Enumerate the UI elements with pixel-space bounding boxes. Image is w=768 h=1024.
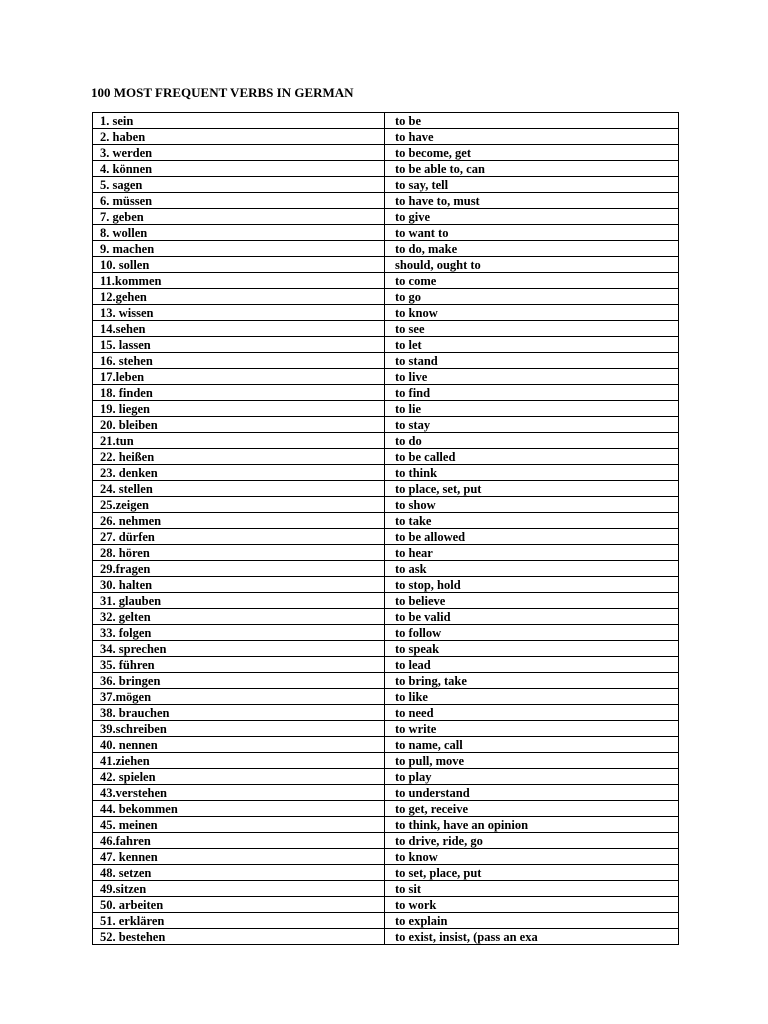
table-row bbox=[93, 833, 679, 849]
german-verb-cell: 12.gehen bbox=[93, 289, 385, 305]
german-verb-cell: 1. sein bbox=[93, 113, 385, 129]
german-verb-cell: 11.kommen bbox=[93, 273, 385, 289]
table-row bbox=[93, 817, 679, 833]
table-row bbox=[93, 801, 679, 817]
english-translation-cell: to stop, hold bbox=[385, 577, 679, 593]
table-row bbox=[93, 657, 679, 673]
table-row bbox=[93, 705, 679, 721]
table-row bbox=[93, 513, 679, 529]
table-row bbox=[93, 289, 679, 305]
english-translation-cell: to have bbox=[385, 129, 679, 145]
verb-table-body bbox=[93, 113, 679, 945]
english-translation-cell: to need bbox=[385, 705, 679, 721]
german-verb-cell: 41.ziehen bbox=[93, 753, 385, 769]
table-row bbox=[93, 593, 679, 609]
german-verb-cell: 25.zeigen bbox=[93, 497, 385, 513]
english-translation-cell: to become, get bbox=[385, 145, 679, 161]
german-verb-cell: 34. sprechen bbox=[93, 641, 385, 657]
german-verb-cell: 20. bleiben bbox=[93, 417, 385, 433]
english-translation-cell: to stay bbox=[385, 417, 679, 433]
english-translation-cell: to be allowed bbox=[385, 529, 679, 545]
table-row bbox=[93, 225, 679, 241]
table-row bbox=[93, 321, 679, 337]
table-row bbox=[93, 481, 679, 497]
english-translation-cell: to sit bbox=[385, 881, 679, 897]
table-row bbox=[93, 609, 679, 625]
german-verb-cell: 15. lassen bbox=[93, 337, 385, 353]
english-translation-cell: to work bbox=[385, 897, 679, 913]
table-row bbox=[93, 337, 679, 353]
english-translation-cell: to come bbox=[385, 273, 679, 289]
table-row bbox=[93, 129, 679, 145]
table-row bbox=[93, 929, 679, 945]
german-verb-cell: 39.schreiben bbox=[93, 721, 385, 737]
german-verb-cell: 51. erklären bbox=[93, 913, 385, 929]
german-verb-cell: 8. wollen bbox=[93, 225, 385, 241]
table-row bbox=[93, 177, 679, 193]
english-translation-cell: to go bbox=[385, 289, 679, 305]
table-row bbox=[93, 433, 679, 449]
english-translation-cell: to pull, move bbox=[385, 753, 679, 769]
table-row bbox=[93, 529, 679, 545]
english-translation-cell: to write bbox=[385, 721, 679, 737]
english-translation-cell: to have to, must bbox=[385, 193, 679, 209]
english-translation-cell: to exist, insist, (pass an exa bbox=[385, 929, 679, 945]
english-translation-cell: to be able to, can bbox=[385, 161, 679, 177]
table-row bbox=[93, 385, 679, 401]
table-row bbox=[93, 145, 679, 161]
table-row bbox=[93, 625, 679, 641]
table-row bbox=[93, 721, 679, 737]
german-verb-cell: 28. hören bbox=[93, 545, 385, 561]
english-translation-cell: should, ought to bbox=[385, 257, 679, 273]
english-translation-cell: to hear bbox=[385, 545, 679, 561]
german-verb-cell: 13. wissen bbox=[93, 305, 385, 321]
german-verb-cell: 29.fragen bbox=[93, 561, 385, 577]
german-verb-cell: 43.verstehen bbox=[93, 785, 385, 801]
english-translation-cell: to ask bbox=[385, 561, 679, 577]
german-verb-cell: 45. meinen bbox=[93, 817, 385, 833]
table-row bbox=[93, 561, 679, 577]
table-row bbox=[93, 305, 679, 321]
english-translation-cell: to be called bbox=[385, 449, 679, 465]
english-translation-cell: to want to bbox=[385, 225, 679, 241]
english-translation-cell: to drive, ride, go bbox=[385, 833, 679, 849]
english-translation-cell: to be valid bbox=[385, 609, 679, 625]
german-verb-cell: 47. kennen bbox=[93, 849, 385, 865]
german-verb-cell: 37.mögen bbox=[93, 689, 385, 705]
verb-table bbox=[92, 112, 679, 945]
german-verb-cell: 4. können bbox=[93, 161, 385, 177]
table-row bbox=[93, 849, 679, 865]
german-verb-cell: 16. stehen bbox=[93, 353, 385, 369]
english-translation-cell: to set, place, put bbox=[385, 865, 679, 881]
german-verb-cell: 40. nennen bbox=[93, 737, 385, 753]
german-verb-cell: 50. arbeiten bbox=[93, 897, 385, 913]
german-verb-cell: 35. führen bbox=[93, 657, 385, 673]
table-row bbox=[93, 449, 679, 465]
table-row bbox=[93, 241, 679, 257]
table-row bbox=[93, 273, 679, 289]
table-row bbox=[93, 465, 679, 481]
table-row bbox=[93, 577, 679, 593]
english-translation-cell: to believe bbox=[385, 593, 679, 609]
english-translation-cell: to know bbox=[385, 305, 679, 321]
english-translation-cell: to lie bbox=[385, 401, 679, 417]
english-translation-cell: to know bbox=[385, 849, 679, 865]
table-row bbox=[93, 641, 679, 657]
german-verb-cell: 5. sagen bbox=[93, 177, 385, 193]
table-row bbox=[93, 113, 679, 129]
german-verb-cell: 2. haben bbox=[93, 129, 385, 145]
table-row bbox=[93, 881, 679, 897]
english-translation-cell: to do, make bbox=[385, 241, 679, 257]
table-row bbox=[93, 769, 679, 785]
english-translation-cell: to think, have an opinion bbox=[385, 817, 679, 833]
german-verb-cell: 38. brauchen bbox=[93, 705, 385, 721]
german-verb-cell: 49.sitzen bbox=[93, 881, 385, 897]
english-translation-cell: to show bbox=[385, 497, 679, 513]
german-verb-cell: 14.sehen bbox=[93, 321, 385, 337]
table-row bbox=[93, 193, 679, 209]
german-verb-cell: 10. sollen bbox=[93, 257, 385, 273]
table-row bbox=[93, 497, 679, 513]
english-translation-cell: to like bbox=[385, 689, 679, 705]
german-verb-cell: 52. bestehen bbox=[93, 929, 385, 945]
german-verb-cell: 26. nehmen bbox=[93, 513, 385, 529]
german-verb-cell: 21.tun bbox=[93, 433, 385, 449]
table-row bbox=[93, 257, 679, 273]
german-verb-cell: 31. glauben bbox=[93, 593, 385, 609]
german-verb-cell: 44. bekommen bbox=[93, 801, 385, 817]
german-verb-cell: 6. müssen bbox=[93, 193, 385, 209]
english-translation-cell: to name, call bbox=[385, 737, 679, 753]
table-row bbox=[93, 753, 679, 769]
english-translation-cell: to think bbox=[385, 465, 679, 481]
english-translation-cell: to understand bbox=[385, 785, 679, 801]
english-translation-cell: to see bbox=[385, 321, 679, 337]
english-translation-cell: to take bbox=[385, 513, 679, 529]
table-row bbox=[93, 401, 679, 417]
english-translation-cell: to let bbox=[385, 337, 679, 353]
german-verb-cell: 9. machen bbox=[93, 241, 385, 257]
page-title: 100 MOST FREQUENT VERBS IN GERMAN bbox=[91, 85, 354, 100]
table-row bbox=[93, 785, 679, 801]
table-row bbox=[93, 417, 679, 433]
table-row bbox=[93, 353, 679, 369]
german-verb-cell: 33. folgen bbox=[93, 625, 385, 641]
german-verb-cell: 32. gelten bbox=[93, 609, 385, 625]
english-translation-cell: to explain bbox=[385, 913, 679, 929]
english-translation-cell: to play bbox=[385, 769, 679, 785]
german-verb-cell: 48. setzen bbox=[93, 865, 385, 881]
english-translation-cell: to lead bbox=[385, 657, 679, 673]
english-translation-cell: to speak bbox=[385, 641, 679, 657]
german-verb-cell: 23. denken bbox=[93, 465, 385, 481]
table-row bbox=[93, 673, 679, 689]
english-translation-cell: to bring, take bbox=[385, 673, 679, 689]
german-verb-cell: 46.fahren bbox=[93, 833, 385, 849]
german-verb-cell: 17.leben bbox=[93, 369, 385, 385]
english-translation-cell: to follow bbox=[385, 625, 679, 641]
table-row bbox=[93, 897, 679, 913]
english-translation-cell: to be bbox=[385, 113, 679, 129]
german-verb-cell: 30. halten bbox=[93, 577, 385, 593]
german-verb-cell: 19. liegen bbox=[93, 401, 385, 417]
table-row bbox=[93, 209, 679, 225]
table-row bbox=[93, 161, 679, 177]
german-verb-cell: 22. heißen bbox=[93, 449, 385, 465]
german-verb-cell: 24. stellen bbox=[93, 481, 385, 497]
german-verb-cell: 3. werden bbox=[93, 145, 385, 161]
english-translation-cell: to place, set, put bbox=[385, 481, 679, 497]
table-row bbox=[93, 913, 679, 929]
english-translation-cell: to say, tell bbox=[385, 177, 679, 193]
english-translation-cell: to stand bbox=[385, 353, 679, 369]
english-translation-cell: to find bbox=[385, 385, 679, 401]
german-verb-cell: 18. finden bbox=[93, 385, 385, 401]
english-translation-cell: to get, receive bbox=[385, 801, 679, 817]
table-row bbox=[93, 689, 679, 705]
english-translation-cell: to give bbox=[385, 209, 679, 225]
german-verb-cell: 7. geben bbox=[93, 209, 385, 225]
table-row bbox=[93, 369, 679, 385]
table-row bbox=[93, 545, 679, 561]
german-verb-cell: 42. spielen bbox=[93, 769, 385, 785]
english-translation-cell: to do bbox=[385, 433, 679, 449]
german-verb-cell: 27. dürfen bbox=[93, 529, 385, 545]
german-verb-cell: 36. bringen bbox=[93, 673, 385, 689]
table-row bbox=[93, 737, 679, 753]
english-translation-cell: to live bbox=[385, 369, 679, 385]
table-row bbox=[93, 865, 679, 881]
